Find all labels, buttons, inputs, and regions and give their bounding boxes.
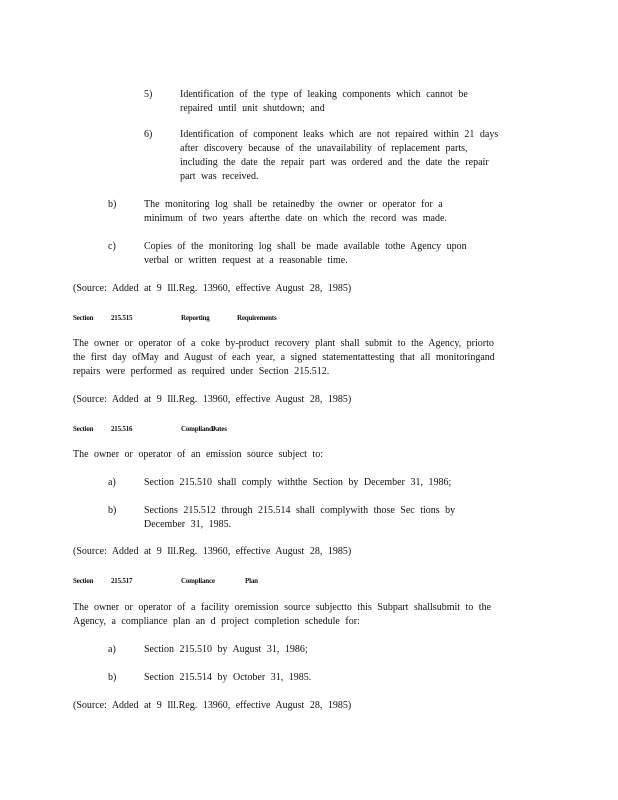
section-word: Section (73, 577, 94, 585)
list-item-text: Section 215.514 by October 31, 1985. (144, 672, 312, 683)
source-note: (Source: Added at 9 Ill.Reg. 13960, effective August 28, 1985) (73, 700, 352, 711)
list-marker: b) (108, 199, 117, 210)
section-title-part: Reporting (181, 314, 210, 322)
section-title-part: Compliance (181, 425, 215, 433)
source-note: (Source: Added at 9 Ill.Reg. 13960, effective August 28, 1985) (73, 394, 352, 405)
section-title-part: Dates (211, 425, 227, 433)
list-item-text: Identification of the type of leaking components which cannot be repaired until unit shutdown; and (180, 89, 468, 114)
list-marker: b) (108, 672, 117, 683)
section-body: The owner or operator of an emission source subject to: (73, 449, 323, 460)
source-note: (Source: Added at 9 Ill.Reg. 13960, effective August 28, 1985) (73, 283, 352, 294)
section-word: Section (73, 425, 94, 433)
list-item-text: Section 215.510 shall comply withthe Section by December 31, 1986; (144, 477, 452, 488)
list-item-text: The monitoring log shall be retainedby the owner or operator for a minimum of two years afterthe date on which the record was made. (144, 199, 447, 224)
section-word: Section (73, 314, 94, 322)
list-marker: b) (108, 505, 117, 516)
section-body: The owner or operator of a facility oremission source subjectto this Subpart shallsubmit to the Agency, a compliance plan an d project completion schedule for: (73, 602, 492, 627)
list-marker: c) (108, 241, 116, 252)
section-number: 215.517 (111, 577, 133, 585)
list-item-text: Identification of component leaks which are not repaired within 21 days after discovery because of the unavailability of replacement parts, including the date the repair part was ordered and the date the repair part was received. (180, 129, 499, 182)
section-title-part: Compliance (181, 577, 215, 585)
section-number: 215.516 (111, 425, 133, 433)
section-body: The owner or operator of a coke by-product recovery plant shall submit to the Agency, priorto the first day ofMay and August of each year, a signed statementattesting that all monitoringand repairs were performed as required under Section 215.512. (73, 338, 495, 377)
list-marker: a) (108, 644, 116, 655)
source-note: (Source: Added at 9 Ill.Reg. 13960, effective August 28, 1985) (73, 546, 352, 557)
section-number: 215.515 (111, 314, 133, 322)
list-item-text: Sections 215.512 through 215.514 shall complywith those Sec tions by December 31, 1985. (144, 505, 456, 530)
section-title-part: Requirements (237, 314, 277, 322)
list-item-text: Copies of the monitoring log shall be made available tothe Agency upon verbal or written request at a reasonable time. (144, 241, 467, 266)
list-marker: 5) (144, 89, 153, 100)
list-item-text: Section 215.510 by August 31, 1986; (144, 644, 308, 655)
section-title-part: Plan (245, 577, 258, 585)
list-marker: 6) (144, 129, 153, 140)
list-marker: a) (108, 477, 116, 488)
